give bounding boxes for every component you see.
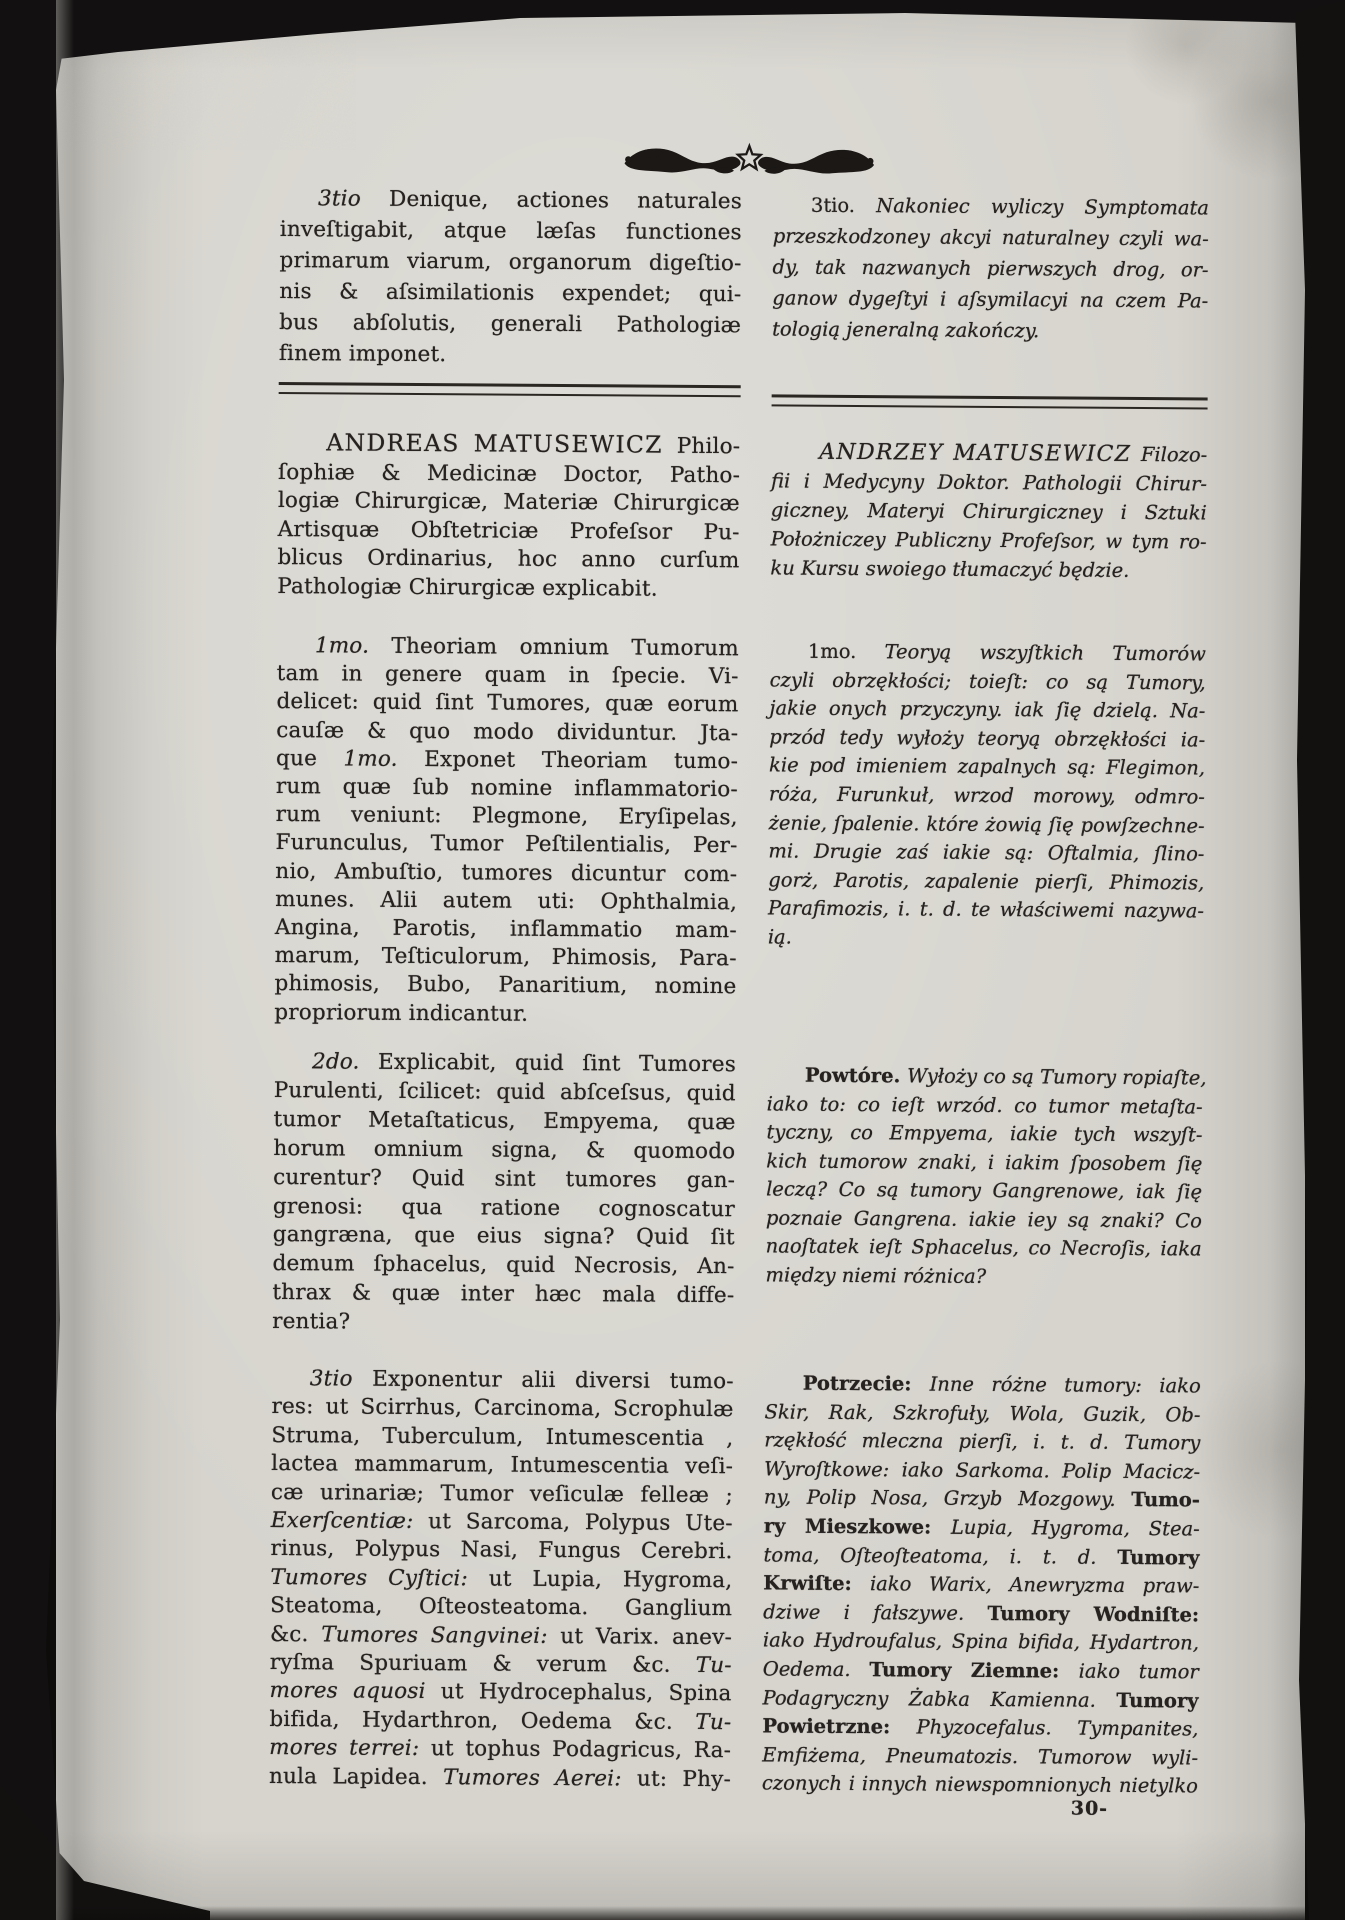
- text-line: tologią jeneralną zakończy.: [772, 317, 1040, 343]
- text-line: leczą? Co są tumory Gangrenowe, iak ſię: [766, 1177, 1203, 1204]
- text-line: munes. Alii autem uti: Ophthalmia,: [275, 886, 738, 916]
- text-line: 3tio. Nakoniec wyliczy Symptomata: [810, 193, 1210, 220]
- text-line: bus abſolutis, generali Pathologiæ: [279, 309, 742, 339]
- text-line: 3tio Denique, actiones naturales: [317, 186, 743, 215]
- text-line: 1mo. Theoriam omnium Tumorum: [314, 633, 739, 662]
- text-line: Skir, Rak, Szkrofuły, Wola, Guzik, Ob-: [764, 1400, 1201, 1427]
- section-one-polish: [768, 637, 1206, 955]
- text-line: gorż, Parotis, zapalenie pierſi, Phimozis,: [768, 868, 1205, 895]
- text-line: czyli obrzękłości; toieſt: co są Tumory,: [769, 668, 1206, 695]
- text-line: phimosis, Bubo, Panaritium, nomine: [274, 971, 737, 1000]
- text-line: rum quæ ſub nomine inflammatorio-: [275, 774, 738, 803]
- text-line: marum, Teſticulorum, Phimosis, Para-: [274, 943, 737, 972]
- text-line: Powtóre. Wyłoży co są Tumory ropiaſte,: [804, 1063, 1207, 1090]
- text-line: Krwiſte: iako Warix, Anewryzma praw-: [763, 1571, 1200, 1598]
- text-line: mi. Drugie zaś iakie są: Oftalmia, ſlino-: [768, 839, 1205, 866]
- text-line: iako Hydroufalus, Spina bifida, Hydartron,: [762, 1628, 1200, 1655]
- text-line: czonych i innych niewspomnionych nietylko: [761, 1771, 1199, 1798]
- text-line: nis & aſsimilationis expendet; qui-: [279, 278, 742, 308]
- text-line: ganow dygeſtyi i aſsymilacyi na czem Pa-: [772, 286, 1209, 313]
- text-line: Oedema. Tumory Ziemne: iako tumor: [762, 1657, 1199, 1684]
- text-line: que 1mo. Exponet Theoriam tumo-: [276, 745, 739, 775]
- text-line: lactea mammarum, Intumescentia veſi-: [271, 1451, 734, 1480]
- text-line: Angina, Parotis, inflammatio mam-: [274, 915, 737, 944]
- text-line: inveſtigabit, atque læſas functiones: [279, 216, 742, 246]
- text-line: jakie onych przyczyny. iak ſię dzielą. Na-: [769, 696, 1206, 723]
- text-line: nio, Ambuſtio, tumores dicuntur com-: [275, 858, 738, 887]
- text-line: Powietrzne: Phyzocefalus. Tympanites,: [762, 1714, 1199, 1741]
- star-icon: [738, 146, 761, 169]
- text-line: ny, Polip Nosa, Grzyb Mozgowy. Tumo-: [763, 1485, 1201, 1512]
- text-line: rzękłość mleczna pierſi, i. t. d. Tumory: [764, 1428, 1201, 1455]
- text-line: toma, Oſteoſteatoma, i. t. d. Tumory: [763, 1542, 1200, 1570]
- text-line: ią.: [767, 925, 793, 949]
- text-line: mores aquosi ut Hydrocephalus, Spina: [269, 1678, 732, 1707]
- text-line: Emfiżema, Pneumatozis. Tumorow wyli-: [762, 1743, 1199, 1770]
- text-line: tyczny, co Empyema, iakie tych wszyſt-: [766, 1120, 1203, 1147]
- section-divider-rule-right: [772, 394, 1208, 409]
- section-prof-latin: [277, 428, 740, 605]
- text-line: mores terrei: ut tophus Podagricus, Ra-: [269, 1735, 732, 1764]
- text-line: gangræna, que eius signa? Quid ſit: [272, 1222, 735, 1251]
- text-line: 1mo. Teoryą wszyſtkich Tumorów: [807, 639, 1206, 666]
- text-line: Potrzecie: Inne różne tumory: iako: [802, 1371, 1201, 1398]
- section-three-latin: [269, 1365, 734, 1794]
- text-line: Steatoma, Oſteosteatoma. Ganglium: [270, 1593, 733, 1622]
- text-line: ANDRZEY MATUSEWICZ Filozo-: [819, 439, 1208, 468]
- printer-ornament-icon: [615, 140, 883, 182]
- text-line: przód tedy wyłoży teoryą obrzękłości ia-: [769, 725, 1206, 752]
- section-two-polish: [765, 1061, 1207, 1292]
- text-line: Podagryczny Żabka Kamienna. Tumory: [762, 1685, 1199, 1712]
- text-line: róża, Furunkuł, wrzod morowy, odmro-: [768, 782, 1205, 809]
- text-line: bifida, Hydarthron, Oedema &c. Tu-: [269, 1706, 732, 1736]
- text-line: 3tio Exponentur alii diversi tumo-: [309, 1366, 734, 1395]
- text-line: ry Mieszkowe: Lupia, Hygroma, Stea-: [763, 1514, 1200, 1541]
- section-three-polish: [762, 1369, 1201, 1801]
- text-line: cauſæ & quo modo dividuntur. Jta-: [276, 717, 739, 746]
- text-line: Furunculus, Tumor Peſtilentialis, Per-: [275, 830, 738, 859]
- text-line: Położniczey Publiczny Profeſsor, w tym ro-: [770, 527, 1207, 554]
- text-line: ANDREAS MATUSEWICZ Philo-: [326, 428, 741, 460]
- text-line: Wyroſtkowe: iako Sarkoma. Polip Macicz-: [764, 1457, 1201, 1484]
- page-fore-edge-highlight: [56, 0, 74, 1920]
- text-line: ſophiæ & Medicinæ Doctor, Patho-: [278, 459, 741, 488]
- text-line: Struma, Tuberculum, Intumescentia ,: [271, 1422, 734, 1452]
- text-line: logiæ Chirurgicæ, Materiæ Chirurgicæ: [277, 488, 740, 517]
- text-line: przeszkodzoney akcyi naturalney czyli wa-: [772, 224, 1209, 251]
- text-line: fii i Medycyny Doktor. Pathologii Chirur-: [770, 469, 1208, 496]
- text-line: naoſtatek ieſt Sphacelus, co Necroſis, iaka: [765, 1234, 1202, 1261]
- text-line: ryſma Spuriuam & verum &c. Tu-: [269, 1650, 732, 1679]
- text-line: Tumores Cyſtici: ut Lupia, Hygroma,: [270, 1564, 733, 1594]
- text-line: iako to: co ieſt wrzód. co tumor metaſta-: [766, 1091, 1203, 1118]
- text-line: Exerſcentiæ: ut Sarcoma, Polypus Ute-: [270, 1507, 733, 1537]
- text-line: finem imponet.: [278, 340, 447, 368]
- text-line: rum veniunt: Plegmone, Eryſipelas,: [275, 802, 738, 831]
- text-line: Parafimozis, i. t. d. te właściwemi nazywa-: [767, 896, 1205, 923]
- section-one-latin: [274, 632, 739, 1030]
- text-line: kie pod imieniem zapalnych są: Flegimon,: [768, 753, 1206, 780]
- section-divider-rule-left: [279, 382, 741, 397]
- text-line: tumor Metaſtaticus, Empyema, quæ: [273, 1106, 736, 1136]
- text-line: thrax & quæ inter hæc mala diffe-: [272, 1280, 735, 1309]
- text-line: Purulenti, ſcilicet: quid abſceſsus, quid: [273, 1077, 736, 1107]
- text-line: poznaie Gangrena. iakie iey są znaki? Co: [765, 1205, 1202, 1232]
- text-line: horum omnium signa, & quomodo: [273, 1135, 736, 1164]
- text-line: blicus Ordinarius, hoc anno curſum: [277, 545, 740, 574]
- section-prof-polish: [770, 437, 1207, 585]
- text-line: ku Kursu swoiego tłumaczyć będzie.: [770, 556, 1130, 582]
- text-line: Artisquæ Obſtetriciæ Profeſsor Pu-: [277, 516, 740, 545]
- text-line: między niemi różnica?: [765, 1262, 987, 1288]
- text-line: &c. Tumores Sangvinei: ut Varix. anev-: [269, 1621, 733, 1650]
- text-line: res: ut Scirrhus, Carcinoma, Scrophulæ: [271, 1394, 734, 1423]
- page-number: 30-: [1070, 1797, 1109, 1820]
- text-line: dy, tak nazwanych pierwszych drog, or-: [772, 255, 1209, 282]
- text-line: dziwe i fałszywe. Tumory Wodniſte:: [763, 1600, 1200, 1627]
- text-line: żenie, ſpalenie. które żowią ſię powſzechne-: [768, 810, 1205, 838]
- text-line: curentur? Quid sint tumores gan-: [273, 1164, 736, 1193]
- text-line: rentia?: [272, 1309, 351, 1335]
- text-line: demum ſphacelus, quid Necrosis, An-: [272, 1251, 735, 1280]
- section-two-latin: [272, 1048, 736, 1340]
- text-line: grenosi: qua ratione cognoscatur: [272, 1193, 736, 1222]
- text-line: propriorum indicantur.: [274, 999, 529, 1027]
- text-line: giczney, Materyi Chirurgiczney i Sztuki: [770, 498, 1207, 525]
- section-intro-latin: [279, 183, 742, 372]
- text-line: rinus, Polypus Nasi, Fungus Cerebri.: [270, 1536, 733, 1565]
- text-line: primarum viarum, organorum digeſtio-: [279, 247, 742, 277]
- text-line: tam in genere quam in ſpecie. Vi-: [276, 661, 739, 690]
- text-line: 2do. Explicabit, quid ſint Tumores: [311, 1049, 737, 1078]
- text-line: kich tumorow znaki, i iakim ſposobem ſię: [766, 1148, 1203, 1175]
- section-intro-polish: [772, 189, 1209, 347]
- text-line: Pathologiæ Chirurgicæ explicabit.: [277, 573, 658, 602]
- text-line: cæ urinariæ; Tumor veſiculæ felleæ ;: [270, 1479, 734, 1508]
- scan-edge-bottom: [56, 1906, 1305, 1920]
- text-line: nula Lapidea. Tumores Aerei: ut: Phy-: [268, 1763, 732, 1792]
- text-line: delicet: quid ſint Tumores, quæ eorum: [276, 689, 739, 718]
